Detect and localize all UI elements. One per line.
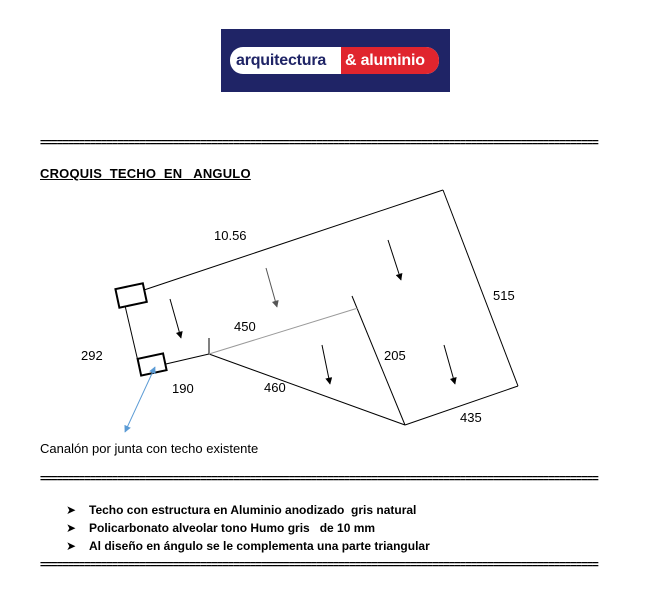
arrow-bullet-icon: ➤ bbox=[66, 539, 77, 553]
interior-line-450 bbox=[209, 308, 358, 354]
notes-list bbox=[66, 501, 430, 555]
dim-label-205: 205 bbox=[384, 348, 406, 363]
slope-arrow-icon bbox=[322, 345, 330, 384]
note-text: Al diseño en ángulo se le complementa una parte triangular bbox=[89, 539, 430, 553]
separator-line-middle: ===================================================================================================== bbox=[40, 474, 598, 485]
separator-line-bottom: ===================================================================================================== bbox=[40, 560, 598, 571]
slope-arrow-icon bbox=[170, 299, 181, 338]
logo-text-aluminio: & aluminio bbox=[341, 47, 439, 74]
dim-label-435: 435 bbox=[460, 410, 482, 425]
arrow-bullet-icon: ➤ bbox=[66, 503, 77, 517]
list-item bbox=[66, 519, 430, 537]
slope-arrow-icon bbox=[388, 240, 401, 280]
arrow-bullet-icon: ➤ bbox=[66, 521, 77, 535]
dim-label-450: 450 bbox=[234, 319, 256, 334]
dim-label-left: 292 bbox=[81, 348, 103, 363]
slope-arrow-icon bbox=[444, 345, 455, 384]
sketch-caption: Canalón por junta con techo existente bbox=[40, 441, 259, 456]
dim-label-460: 460 bbox=[264, 380, 286, 395]
dim-label-190: 190 bbox=[172, 381, 194, 396]
slope-arrow-icon bbox=[266, 268, 277, 307]
dim-label-right: 515 bbox=[493, 288, 515, 303]
list-item bbox=[66, 501, 430, 519]
gutter-pointer-arrow-icon bbox=[125, 367, 155, 432]
separator-line-top: ===================================================================================================== bbox=[40, 138, 598, 149]
edge-bottom-left bbox=[209, 354, 405, 425]
edge-top bbox=[123, 190, 443, 297]
note-text: Techo con estructura en Aluminio anodizado gris natural bbox=[89, 503, 417, 517]
page-title: CROQUIS TECHO EN ANGULO bbox=[40, 166, 251, 181]
dim-label-top: 10.56 bbox=[214, 228, 247, 243]
note-text: Policarbonato alveolar tono Humo gris de 10 mm bbox=[89, 521, 376, 535]
gutter-box-top bbox=[115, 283, 146, 307]
logo-text-arquitectura: arquitectura bbox=[236, 51, 327, 69]
list-item bbox=[66, 537, 430, 555]
